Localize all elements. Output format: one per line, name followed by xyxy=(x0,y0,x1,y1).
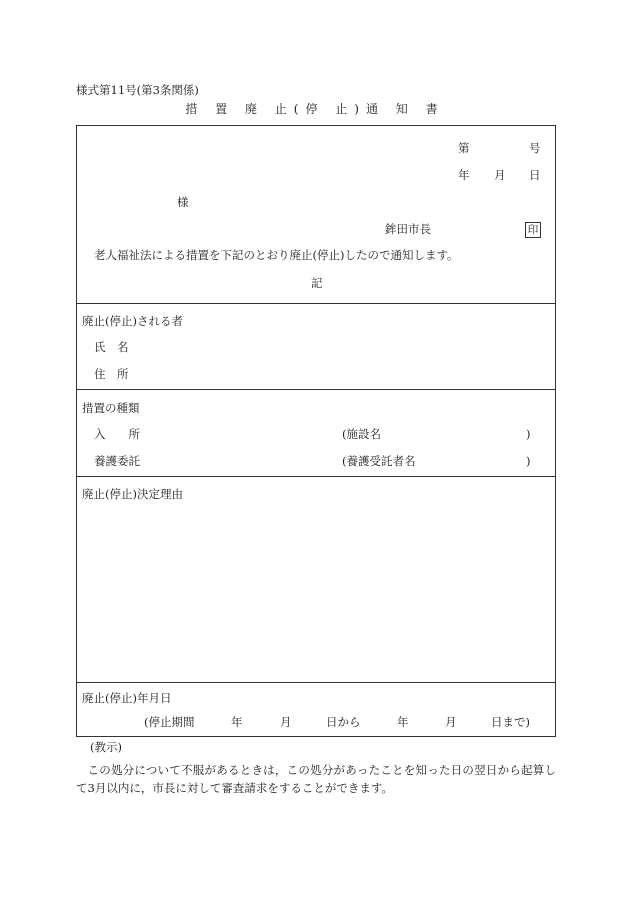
notice-heading: (教示) xyxy=(90,740,122,754)
period-month-1: 月 xyxy=(280,715,292,729)
period-month-2: 月 xyxy=(445,715,457,729)
document-title: 措 置 廃 止(停 止)通 知 書 xyxy=(185,102,445,116)
admission-label: 入 所 xyxy=(94,427,140,441)
form-number: 様式第11号(第3条関係) xyxy=(76,83,199,97)
section-divider xyxy=(77,389,555,390)
period-year-1: 年 xyxy=(231,715,243,729)
period-year-2: 年 xyxy=(397,715,409,729)
period-from: 日から xyxy=(326,715,361,729)
year-label: 年 xyxy=(458,168,470,182)
section-divider xyxy=(77,476,555,477)
person-heading: 廃止(停止)される者 xyxy=(82,314,183,328)
gou-label: 号 xyxy=(529,141,541,155)
section-divider xyxy=(77,682,555,683)
facility-close-paren: ) xyxy=(526,427,531,441)
day-label: 日 xyxy=(529,168,541,182)
measure-heading: 措置の種類 xyxy=(82,401,140,415)
issuer-name: 鉾田市長 xyxy=(385,222,431,236)
dai-label: 第 xyxy=(458,141,470,155)
ki-label: 記 xyxy=(311,276,323,290)
address-label: 住 所 xyxy=(94,367,129,381)
statement-text: 老人福祉法による措置を下記のとおり廃止(停止)したので通知します。 xyxy=(94,248,459,262)
name-label: 氏 名 xyxy=(94,340,129,354)
caregiver-close-paren: ) xyxy=(526,454,531,468)
date-heading: 廃止(停止)年月日 xyxy=(82,691,172,705)
section-divider xyxy=(77,303,555,304)
reason-heading: 廃止(停止)決定理由 xyxy=(82,487,183,501)
notice-body: この処分について不服があるときは，この処分があったことを知った日の翌日から起算して3月以内に，市長に対して審査請求をすることができます。 xyxy=(76,763,556,795)
month-label: 月 xyxy=(494,168,506,182)
recipient-sama: 様 xyxy=(177,195,189,209)
seal-mark: 印 xyxy=(525,222,541,238)
form-frame xyxy=(76,125,556,737)
facility-name-label: (施設名 xyxy=(342,427,381,441)
caregiver-name-label: (養護受託者名 xyxy=(342,454,416,468)
period-until: 日まで) xyxy=(491,715,530,729)
period-label: (停止期間 xyxy=(144,715,195,729)
care-label: 養護委託 xyxy=(94,454,140,468)
